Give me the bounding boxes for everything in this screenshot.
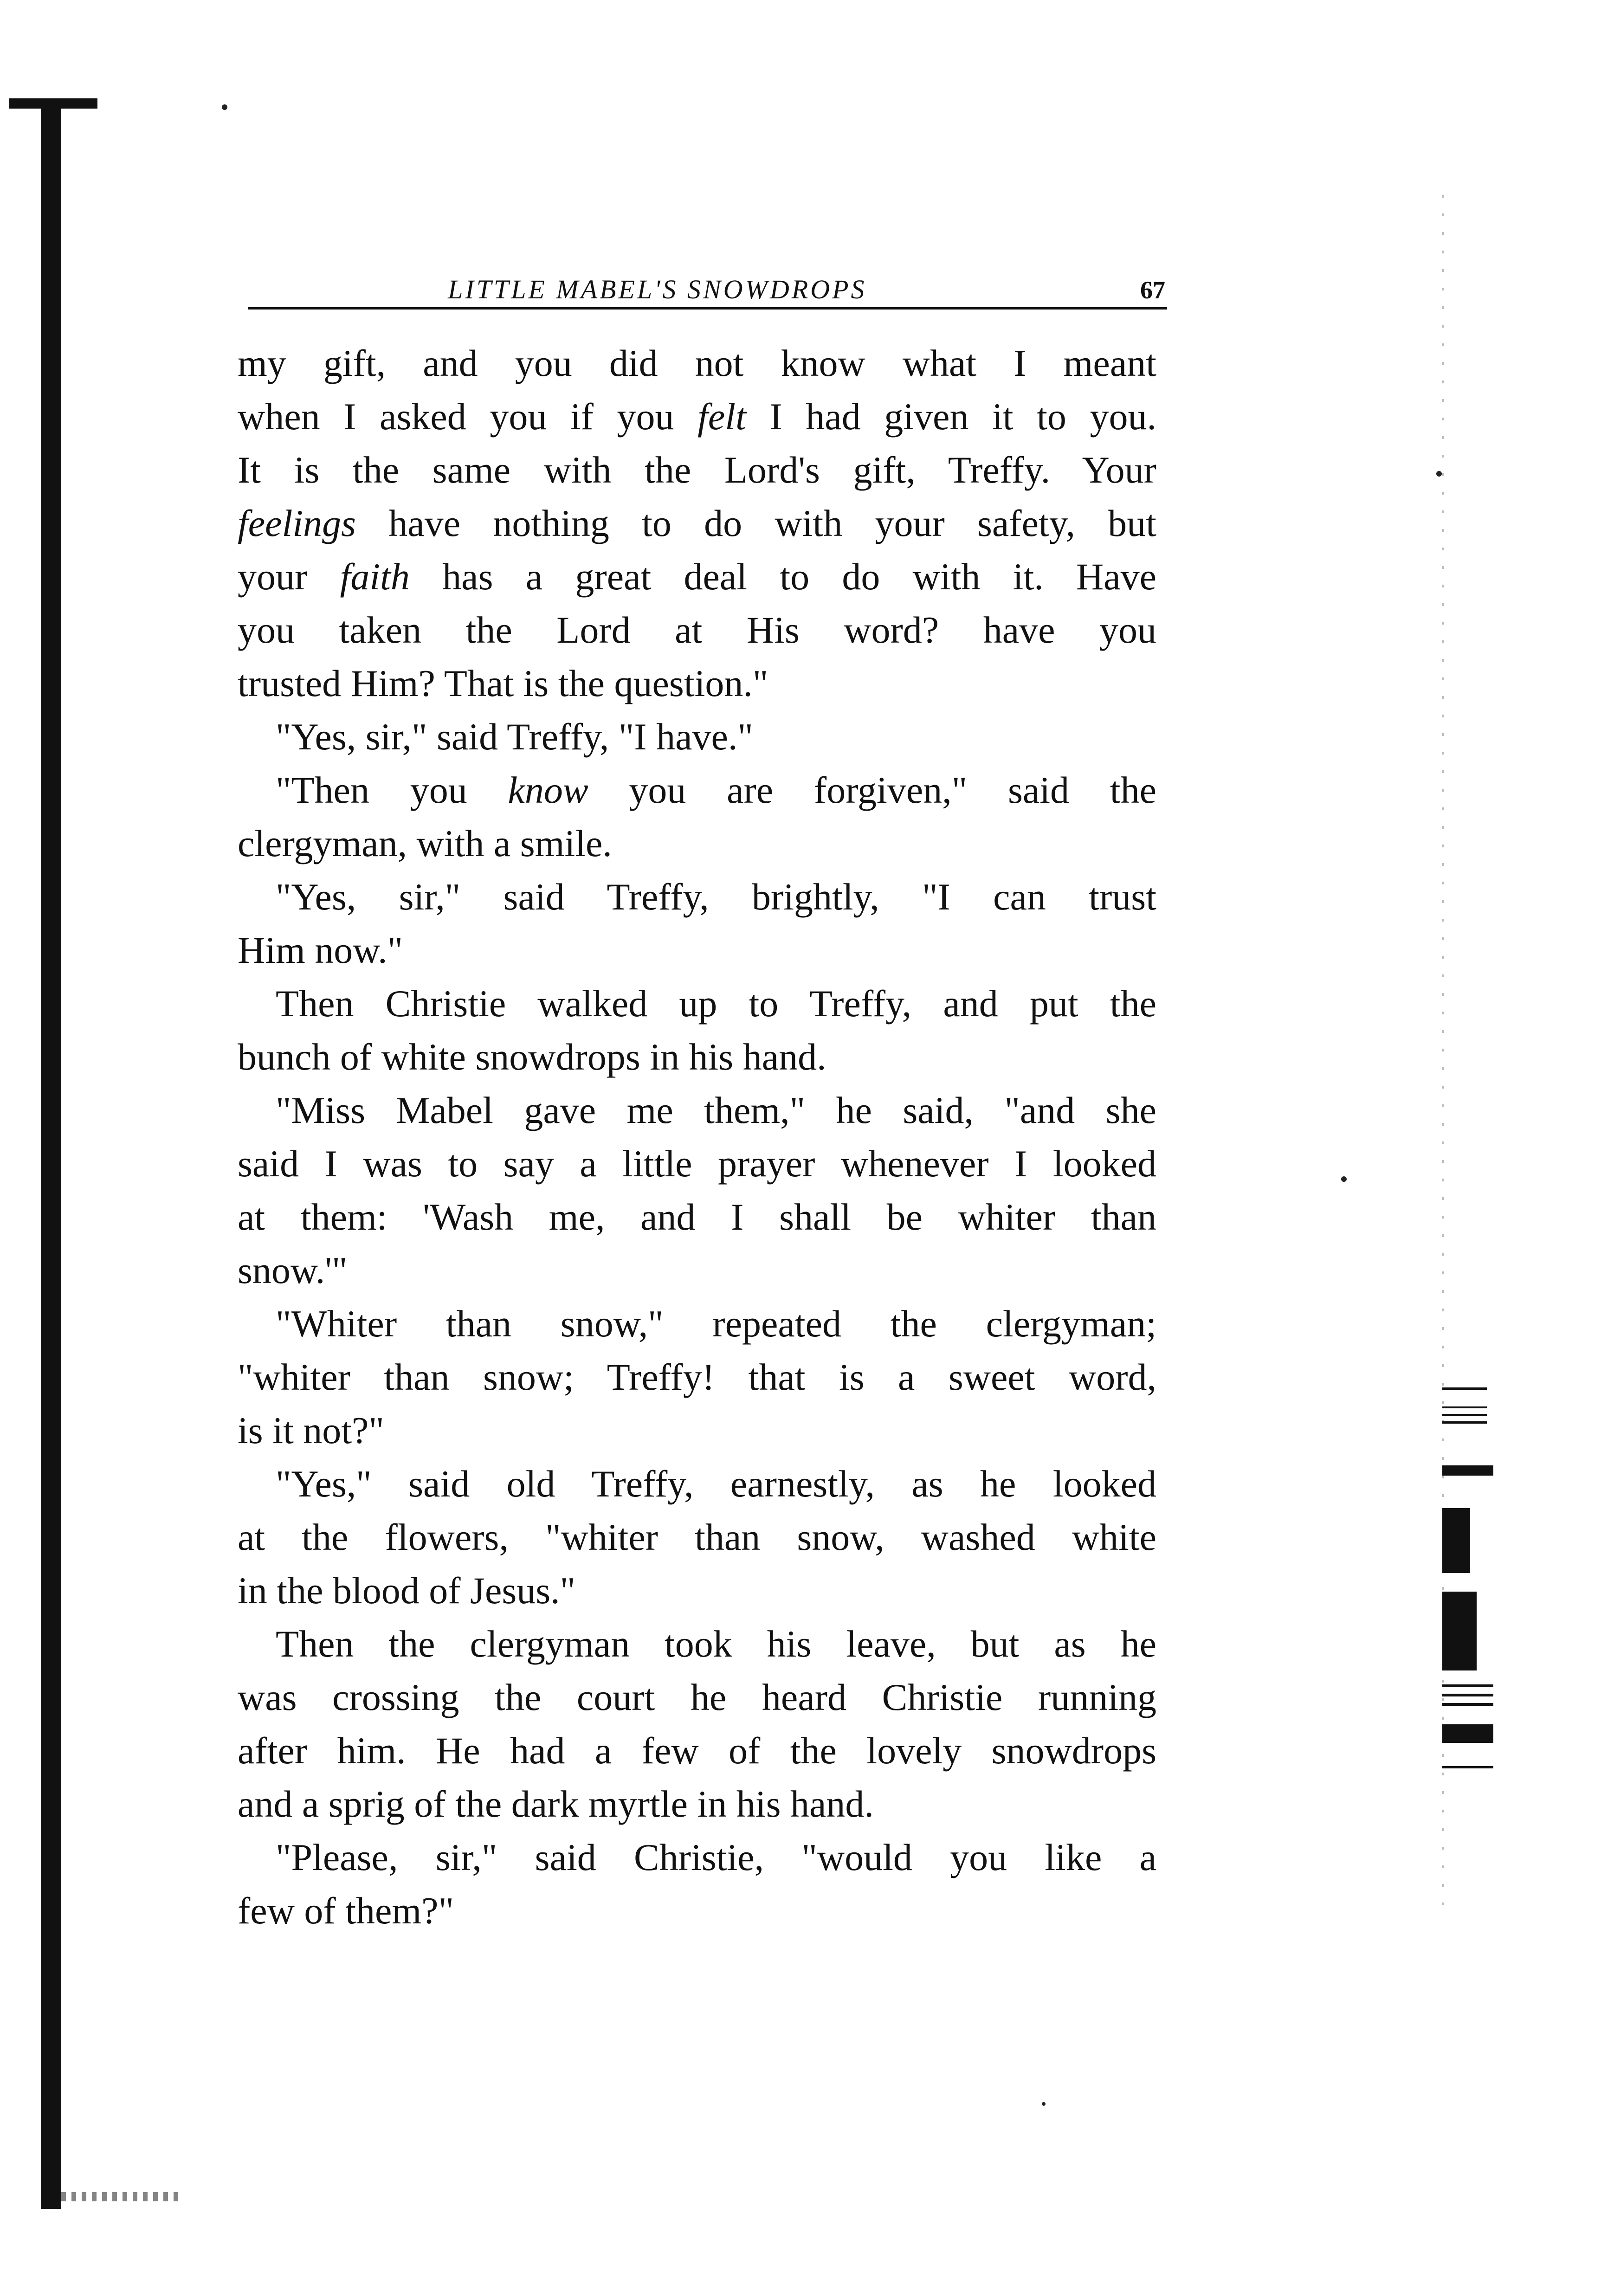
text-run: "Miss Mabel gave me them," he said, "and she <box>276 1089 1156 1131</box>
speck <box>222 104 227 110</box>
text-line <box>238 1777 1156 1831</box>
text-line <box>238 1670 1156 1724</box>
running-header <box>248 269 1167 311</box>
text-line <box>238 1617 1156 1670</box>
text-run: bunch of white snowdrops in his hand. <box>238 1036 826 1078</box>
text-line <box>238 817 1156 870</box>
text-line <box>238 1457 1156 1510</box>
text-line <box>238 1137 1156 1190</box>
page-number: 67 <box>1140 276 1165 304</box>
paragraph <box>238 763 1156 870</box>
text-line <box>238 1244 1156 1297</box>
text-line <box>238 923 1156 977</box>
paragraph <box>238 336 1156 710</box>
paragraph <box>238 1457 1156 1617</box>
text-run: and a sprig of the dark myrtle in his hand. <box>238 1783 874 1825</box>
text-run: "whiter than snow; Treffy! that is a sweet word, <box>238 1356 1156 1398</box>
speck <box>1042 2102 1046 2106</box>
edge-tick <box>1442 1766 1493 1768</box>
text-line <box>238 1724 1156 1777</box>
text-run: Him now." <box>238 929 403 971</box>
paragraph <box>238 1084 1156 1297</box>
text-run: "Yes, sir," said Treffy, "I have." <box>276 716 753 758</box>
text-line <box>238 1084 1156 1137</box>
scan-edge-marks <box>1442 1387 1498 1785</box>
edge-tick <box>1442 1406 1487 1408</box>
text-line <box>238 1404 1156 1457</box>
text-line <box>238 336 1156 390</box>
edge-block <box>1442 1508 1470 1573</box>
text-line <box>238 1350 1156 1404</box>
paragraph <box>238 870 1156 977</box>
text-line <box>238 443 1156 497</box>
text-line <box>238 657 1156 710</box>
text-run: It is the same with the Lord's gift, Treffy. Your <box>238 449 1156 491</box>
text-run: few of them?" <box>238 1890 454 1932</box>
speck <box>1436 471 1442 477</box>
text-run: after him. He had a few of the lovely snowdrops <box>238 1729 1156 1772</box>
edge-tick <box>1442 1465 1493 1476</box>
text-run: when I asked you if you <box>238 395 698 438</box>
text-line <box>238 710 1156 763</box>
paragraph <box>238 710 1156 763</box>
text-line <box>238 1831 1156 1884</box>
text-run: said I was to say a little prayer whenever I looked <box>238 1142 1156 1185</box>
paragraph <box>238 1617 1156 1831</box>
running-title: LITTLE MABEL'S SNOWDROPS <box>448 274 867 304</box>
emphasis-text: felt <box>697 395 746 438</box>
text-line <box>238 1030 1156 1084</box>
text-run: trusted Him? That is the question." <box>238 662 768 704</box>
edge-tick <box>1442 1684 1493 1687</box>
text-run: "Then you <box>276 769 508 811</box>
text-line <box>238 1190 1156 1244</box>
text-line <box>238 1884 1156 1937</box>
edge-tick <box>1442 1414 1487 1416</box>
edge-tick <box>1442 1694 1493 1696</box>
text-line <box>238 1564 1156 1617</box>
header-rule <box>248 307 1167 310</box>
text-run: snow.'" <box>238 1249 348 1291</box>
text-run: at the flowers, "whiter than snow, washed white <box>238 1516 1156 1558</box>
text-run: has a great deal to do with it. Have <box>409 555 1156 598</box>
paragraph <box>238 1297 1156 1457</box>
edge-block <box>1442 1592 1477 1670</box>
edge-tick <box>1442 1703 1493 1706</box>
edge-tick <box>1442 1421 1487 1424</box>
edge-tick <box>1442 1387 1487 1390</box>
text-run: have nothing to do with your safety, but <box>356 502 1156 544</box>
book-spine-top-edge <box>9 98 97 109</box>
page-body-text <box>238 336 1156 1937</box>
text-line <box>238 977 1156 1030</box>
text-line <box>238 1297 1156 1350</box>
text-run: I had given it to you. <box>746 395 1156 438</box>
text-run: clergyman, with a smile. <box>238 822 612 864</box>
text-run: is it not?" <box>238 1409 384 1451</box>
text-line <box>238 550 1156 603</box>
edge-tick <box>1442 1724 1493 1743</box>
text-line <box>238 497 1156 550</box>
text-run: you are forgiven," said the <box>588 769 1156 811</box>
text-line <box>238 1510 1156 1564</box>
text-run: "Yes, sir," said Treffy, brightly, "I can trust <box>276 876 1156 918</box>
text-run: your <box>238 555 340 598</box>
text-line <box>238 390 1156 443</box>
text-run: you taken the Lord at His word? have you <box>238 609 1156 651</box>
paragraph <box>238 1831 1156 1937</box>
book-spine-foot-specks <box>61 2192 182 2201</box>
text-run: "Whiter than snow," repeated the clergyman; <box>276 1303 1156 1345</box>
emphasis-text: know <box>508 769 588 811</box>
text-line <box>238 603 1156 657</box>
text-run: was crossing the court he heard Christie running <box>238 1676 1156 1718</box>
emphasis-text: feelings <box>238 502 356 544</box>
text-run: in the blood of Jesus." <box>238 1569 576 1612</box>
text-run: "Please, sir," said Christie, "would you like a <box>276 1836 1156 1878</box>
emphasis-text: faith <box>340 555 410 598</box>
text-run: my gift, and you did not know what I meant <box>238 342 1156 384</box>
text-run: Then Christie walked up to Treffy, and put the <box>276 982 1156 1025</box>
text-run: at them: 'Wash me, and I shall be whiter than <box>238 1196 1156 1238</box>
book-spine-shadow <box>41 102 61 2209</box>
text-run: "Yes," said old Treffy, earnestly, as he looked <box>276 1463 1156 1505</box>
text-line <box>238 763 1156 817</box>
speck <box>1341 1176 1347 1182</box>
paragraph <box>238 977 1156 1084</box>
text-run: Then the clergyman took his leave, but as he <box>276 1623 1156 1665</box>
text-line <box>238 870 1156 923</box>
